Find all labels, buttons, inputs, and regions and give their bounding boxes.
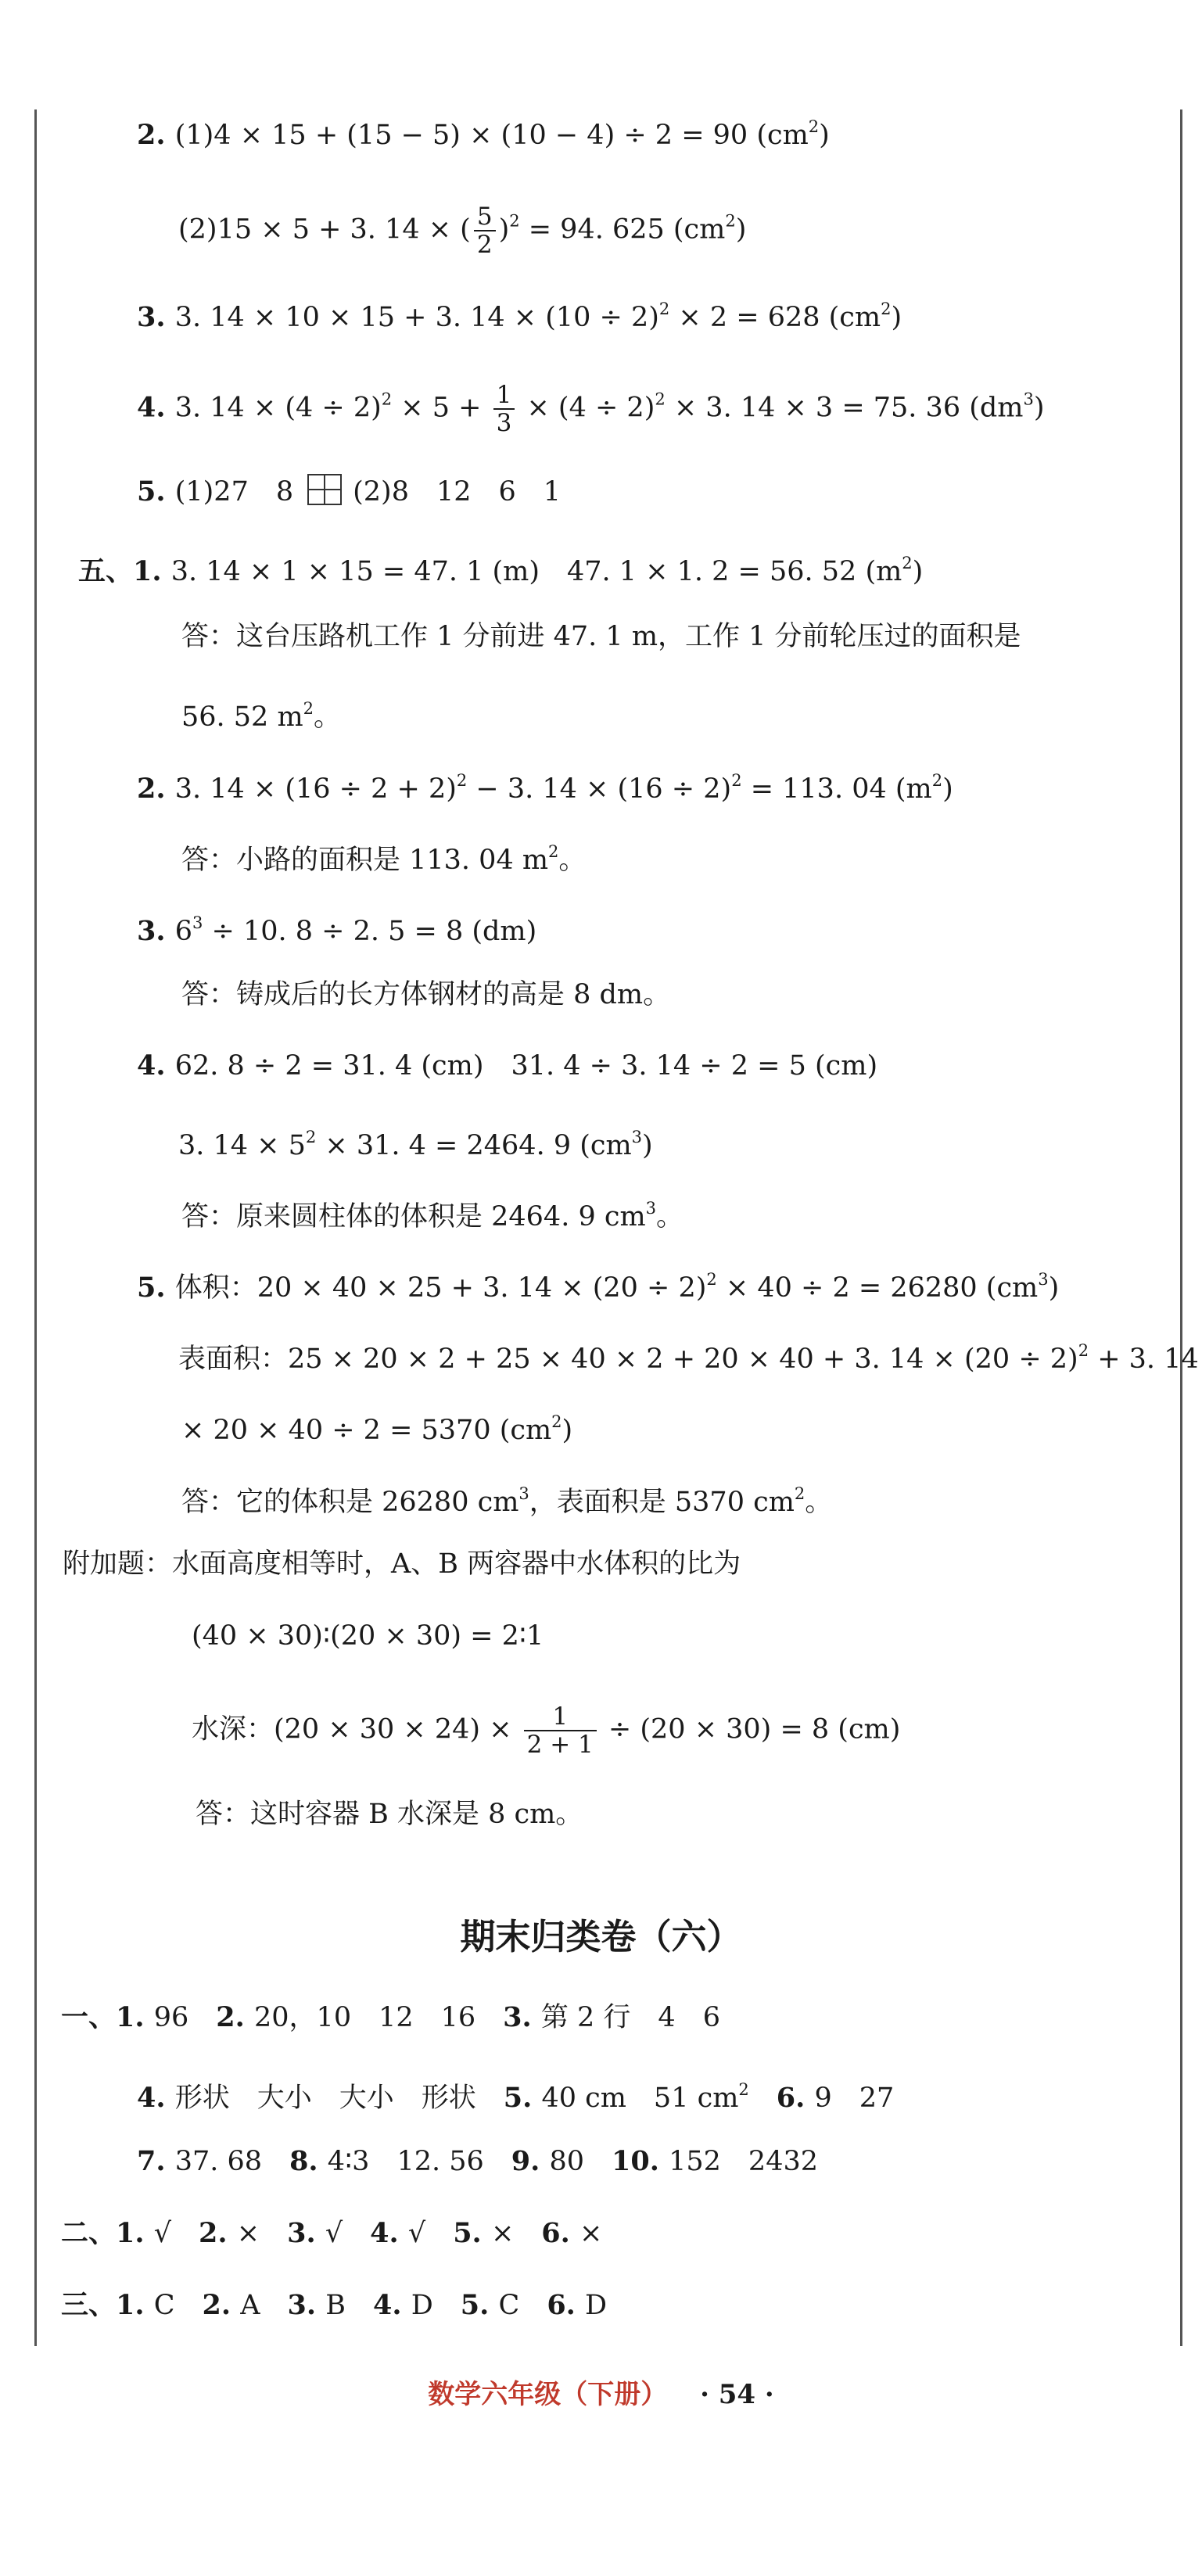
exponent: 2 [1078,1341,1089,1360]
exponent: 2 [509,211,520,231]
answer-line [61,2216,602,2251]
answer-text: B [325,2290,373,2321]
answer-text: (1)27 8 [174,476,294,508]
answer-line [181,1476,832,1519]
answer-text: 40 cm 51 cm [541,2083,739,2114]
answer-text [749,2083,777,2114]
answer-text: × 5 + [392,392,490,424]
exponent: 2 [725,211,736,231]
item-number: 5. [137,1272,175,1304]
answer-line [181,1405,572,1448]
exponent: 2 [706,1270,717,1289]
item-number: 三、1. [61,2289,154,2321]
answer-text: 附加题：水面高度相等时，A、B 两容器中水体积的比为 [63,1548,741,1580]
answer-text: 96 [153,2002,217,2033]
answer-text: √ [153,2218,199,2249]
answer-line [137,109,830,152]
answer-text: ) [1033,392,1045,424]
grid-square-icon [307,474,342,505]
answer-text: = 94. 625 (cm [519,213,726,246]
item-number: 7. [137,2145,175,2177]
answer-line [137,1049,877,1083]
item-number: 6. [776,2082,815,2114]
answer-text: ) [642,1130,653,1161]
answer-text: √ [325,2218,371,2249]
answer-text: ) [819,120,830,151]
answer-text: 答：这台压路机工作 1 分前进 47. 1 m，工作 1 分前轮压过的面积是 [181,621,1021,652]
answer-text: ，表面积是 5370 cm [529,1487,795,1518]
item-number: 3. [287,2217,325,2249]
exponent: 2 [931,771,943,790]
answer-line [178,1333,1199,1376]
answer-text: + 3. 14 [1089,1344,1199,1375]
answer-text: 37. 68 [174,2146,290,2177]
answer-line [61,2288,607,2323]
page-number: · 54 · [700,2379,774,2410]
answer-text: = 113. 04 (m [741,773,932,805]
answer-text: 56. 52 m [181,701,303,733]
answer-text: (2)15 × 5 + 3. 14 × ( [178,213,471,246]
answer-text: 80 [549,2146,612,2177]
answer-line [192,1703,900,1758]
fraction [474,203,496,258]
item-number: 10. [612,2145,669,2177]
answer-line [178,1120,653,1163]
item-number: 五、1. [78,555,171,587]
item-number: 4. [137,391,175,424]
answer-text: ) [1048,1272,1060,1304]
answer-text: 水深：(20 × 30 × 24) × [192,1713,521,1745]
answer-text: D [585,2290,608,2321]
exponent: 2 [808,117,820,136]
answer-text: × 2 = 628 (cm [669,302,881,333]
answer-line [192,1619,544,1653]
left-margin-rule [34,109,37,2346]
fraction-numerator: 1 [524,1703,597,1731]
answer-text: 4∶3 12. 56 [327,2146,511,2177]
item-number: 2. [199,2217,237,2249]
answer-text: 。 [805,1487,833,1518]
answer-text: ÷ (20 × 30) = 8 (cm) [599,1713,901,1745]
answer-text: C [498,2290,547,2321]
answer-line [137,2072,894,2115]
answer-text: 152 2432 [669,2146,819,2177]
answer-line [78,546,923,589]
answer-line [181,1191,684,1234]
item-number: 4. [137,2082,175,2114]
item-number: 二、1. [61,2217,154,2249]
item-number: 4. [370,2217,408,2249]
answer-text: 3. 14 × 10 × 15 + 3. 14 × (10 ÷ 2) [174,302,659,333]
answer-line [181,619,1021,654]
answer-line [178,203,746,258]
exponent: 3 [645,1199,657,1218]
answer-line [137,292,902,335]
answer-text: × [236,2218,288,2249]
answer-text: 3. 14 × 1 × 15 = 47. 1 (m) 47. 1 × 1. 2 = 56. 52 (m [170,556,902,587]
exponent: 2 [658,300,670,318]
right-margin-rule [1180,109,1182,2346]
fraction-numerator: 5 [474,203,496,231]
answer-text: ) [891,302,902,333]
exponent: 2 [881,300,892,318]
answer-text: ) [562,1415,573,1446]
answer-line [137,382,1045,436]
answer-text: 体积：20 × 40 × 25 + 3. 14 × (20 ÷ 2) [174,1272,707,1304]
answer-text: × 20 × 40 ÷ 2 = 5370 (cm [181,1415,552,1446]
answer-line [61,2000,720,2035]
answer-line [181,834,586,877]
answer-text: ÷ 10. 8 ÷ 2. 5 = 8 (dm) [203,916,537,947]
item-number: 3. [137,301,175,333]
exponent: 2 [902,554,913,572]
item-number: 2. [137,119,175,151]
answer-text: (40 × 30)∶(20 × 30) = 2∶1 [192,1620,544,1652]
answer-text: 9 27 [814,2083,895,2114]
answer-line [181,978,670,1012]
exponent: 2 [731,771,742,790]
exponent: 3 [1023,389,1034,409]
book-title: 数学六年级（下册） [428,2379,668,2410]
answer-text: × [490,2218,542,2249]
item-number: 9. [511,2145,550,2177]
answer-text: 。 [656,1201,684,1232]
answer-text: − 3. 14 × (16 ÷ 2) [467,773,732,805]
fraction [493,382,515,436]
answer-text: 第 2 行 4 6 [540,2002,720,2033]
exponent: 2 [381,389,393,409]
item-number: 3. [137,915,175,947]
answer-text: 答：小路的面积是 113. 04 m [181,845,549,876]
answer-text: 。 [558,845,587,876]
exponent: 3 [631,1128,643,1146]
answer-text: ) [942,773,953,805]
answer-text: 形状 大小 大小 形状 [174,2083,504,2114]
answer-line [137,763,953,806]
item-number: 8. [289,2145,328,2177]
answer-text: 。 [314,701,342,733]
item-number: 5. [453,2217,491,2249]
answer-text: 答：铸成后的长方体钢材的高是 8 dm。 [181,979,671,1010]
answer-text: 62. 8 ÷ 2 = 31. 4 (cm) 31. 4 ÷ 3. 14 ÷ 2 = 5 (cm) [174,1050,878,1082]
section-heading: 期末归类卷（六） [460,1916,742,1957]
answer-text: 3. 14 × (4 ÷ 2) [174,392,382,424]
answer-text: 答：它的体积是 26280 cm [181,1487,519,1518]
answer-text: 6 [174,916,193,947]
exponent: 2 [655,389,666,409]
answer-line [63,1547,741,1581]
fraction-denominator: 2 + 1 [526,1731,594,1759]
item-number: 2. [137,773,175,805]
answer-text: 20，10 12 16 [254,2002,504,2033]
exponent: 2 [303,699,314,718]
exponent: 3 [192,913,203,932]
item-number: 3. [287,2289,326,2321]
item-number: 6. [541,2217,579,2249]
exponent: 2 [456,771,468,790]
answer-text: (2)8 12 6 1 [353,476,562,508]
exponent: 3 [518,1484,529,1503]
item-number: 5. [503,2082,542,2114]
item-number: 3. [503,2001,541,2033]
answer-text: (1)4 × 15 + (15 − 5) × (10 − 4) ÷ 2 = 90 (cm [174,120,809,151]
exponent: 2 [548,842,559,861]
exponent: 3 [1038,1270,1049,1289]
answer-text: × 40 ÷ 2 = 26280 (cm [716,1272,1039,1304]
answer-text: 表面积：25 × 20 × 2 + 25 × 40 × 2 + 20 × 40 + 3. 14 × (20 ÷ 2) [178,1344,1078,1375]
answer-text: √ [407,2218,454,2249]
exponent: 2 [794,1484,806,1503]
item-number: 2. [216,2001,255,2033]
item-number: 4. [373,2289,411,2321]
answer-text: × 31. 4 = 2464. 9 (cm [316,1130,632,1161]
item-number: 4. [137,1049,175,1082]
answer-text: D [411,2290,461,2321]
answer-text: ) [498,213,510,246]
answer-text: 答：这时容器 B 水深是 8 cm。 [196,1799,583,1830]
exponent: 2 [305,1128,317,1146]
item-number: 2. [202,2289,241,2321]
answer-text: × 3. 14 × 3 = 75. 36 (dm [665,392,1024,424]
item-number: 5. [460,2289,499,2321]
exponent: 2 [551,1412,562,1431]
fraction-denominator: 3 [496,409,512,437]
fraction [524,1703,597,1758]
answer-text: 3. 14 × (16 ÷ 2 + 2) [174,773,457,805]
answer-text: × [579,2218,603,2249]
answer-text: × (4 ÷ 2) [518,392,655,424]
answer-line [137,2144,818,2179]
answer-line [181,691,341,734]
fraction-denominator: 2 [476,231,493,259]
answer-text: ) [912,556,924,587]
fraction-numerator: 1 [493,382,515,410]
answer-text: 答：原来圆柱体的体积是 2464. 9 cm [181,1201,646,1232]
item-number: 一、1. [61,2001,154,2033]
item-number: 5. [137,475,175,508]
answer-line [137,1262,1059,1305]
answer-text: ) [735,213,747,246]
answer-text: A [240,2290,288,2321]
item-number: 6. [547,2289,586,2321]
answer-line [137,474,561,509]
answer-line [196,1797,583,1832]
answer-line [137,906,536,949]
answer-text: 3. 14 × 5 [178,1130,306,1161]
page-footer [0,2373,1202,2411]
exponent: 2 [738,2080,749,2099]
answer-text: C [153,2290,203,2321]
